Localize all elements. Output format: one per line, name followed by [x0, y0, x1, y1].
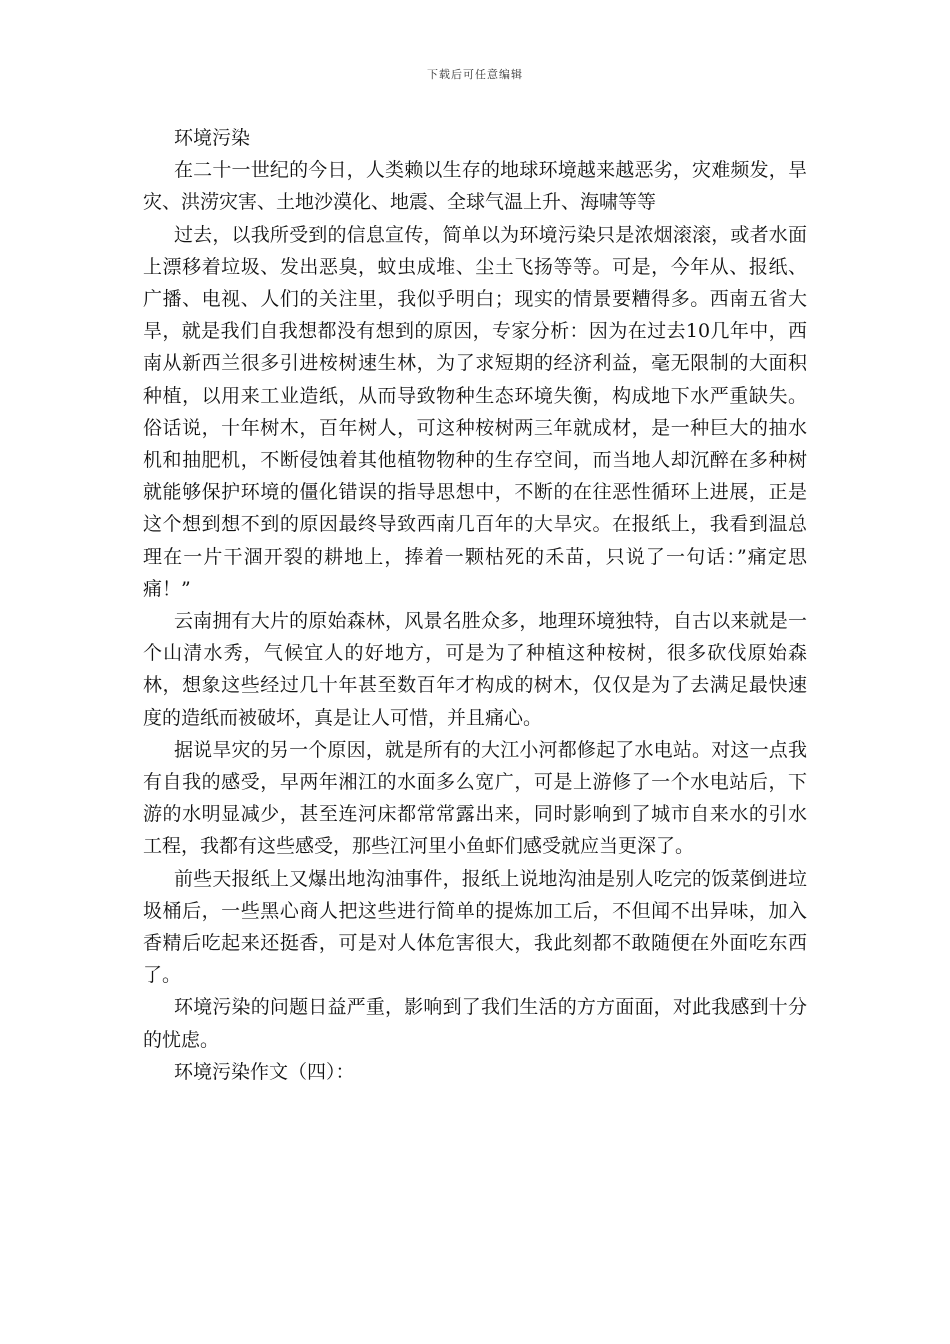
paragraph: 前些天报纸上又爆出地沟油事件，报纸上说地沟油是别人吃完的饭菜倒进垃圾桶后，一些黑心商人把这些进行简单的提炼加工后，不但闻不出异味，加入香精后吃起来还挺香，可是对人体危害很大，我此刻都不敢随便在外面吃东西了。 — [143, 867, 807, 987]
section-heading: 环境污染作文（四）： — [174, 1060, 355, 1083]
page-header-note: 下载后可任意编辑 — [427, 68, 523, 81]
paragraph: 环境污染的问题日益严重，影响到了我们生活的方方面面，对此我感到十分的忧虑。 — [143, 996, 807, 1051]
document-title: 环境污染 — [174, 127, 251, 149]
paragraph: 云南拥有大片的原始森林，风景名胜众多，地理环境独特，自古以来就是一个山清水秀，气候宜人的好地方，可是为了种植这种桉树，很多砍伐原始森林，想象这些经过几十年甚至数百年才构成的树木，仅仅是为了去满足最快速度的造纸而被破坏，真是让人可惜，并且痛心。 — [143, 610, 807, 729]
paragraph: 据说旱灾的另一个原因，就是所有的大江小河都修起了水电站。对这一点我有自我的感受，早两年湘江的水面多么宽广，可是上游修了一个水电站后，下游的水明显减少，甚至连河床都常常露出来，同时影响到了城市自来水的引水工程，我都有这些感受，那些江河里小鱼虾们感受就应当更深了。 — [143, 738, 807, 858]
document-body — [143, 122, 807, 1088]
paragraph: 在二十一世纪的今日，人类赖以生存的地球环境越来越恶劣，灾难频发，旱灾、洪涝灾害、土地沙漠化、地震、全球气温上升、海啸等等 — [143, 159, 807, 214]
paragraph: 过去，以我所受到的信息宣传，简单以为环境污染只是浓烟滚滚，或者水面上漂移着垃圾、发出恶臭，蚊虫成堆、尘土飞扬等等。可是，今年从、报纸、广播、电视、人们的关注里，我似乎明白；现实的情景要糟得多。西南五省大旱，就是我们自我想都没有想到的原因，专家分析：因为在过去10几年中，西南从新西兰很多引进桉树速生林，为了求短期的经济利益，毫无限制的大面积种植，以用来工业造纸，从而导致物种生态环境失衡，构成地下水严重缺失。俗话说，十年树木，百年树人，可这种桉树两三年就成材，是一种巨大的抽水机和抽肥机，不断侵蚀着其他植物物种的生存空间，而当地人却沉醉在多种树就能够保护环境的僵化错误的指导思想中，不断的在往恶性循环上进展，正是这个想到想不到的原因最终导致西南几百年的大旱灾。在报纸上，我看到温总理在一片干涸开裂的耕地上，捧着一颗枯死的禾苗，只说了一句话：”痛定思痛！” — [143, 223, 807, 600]
